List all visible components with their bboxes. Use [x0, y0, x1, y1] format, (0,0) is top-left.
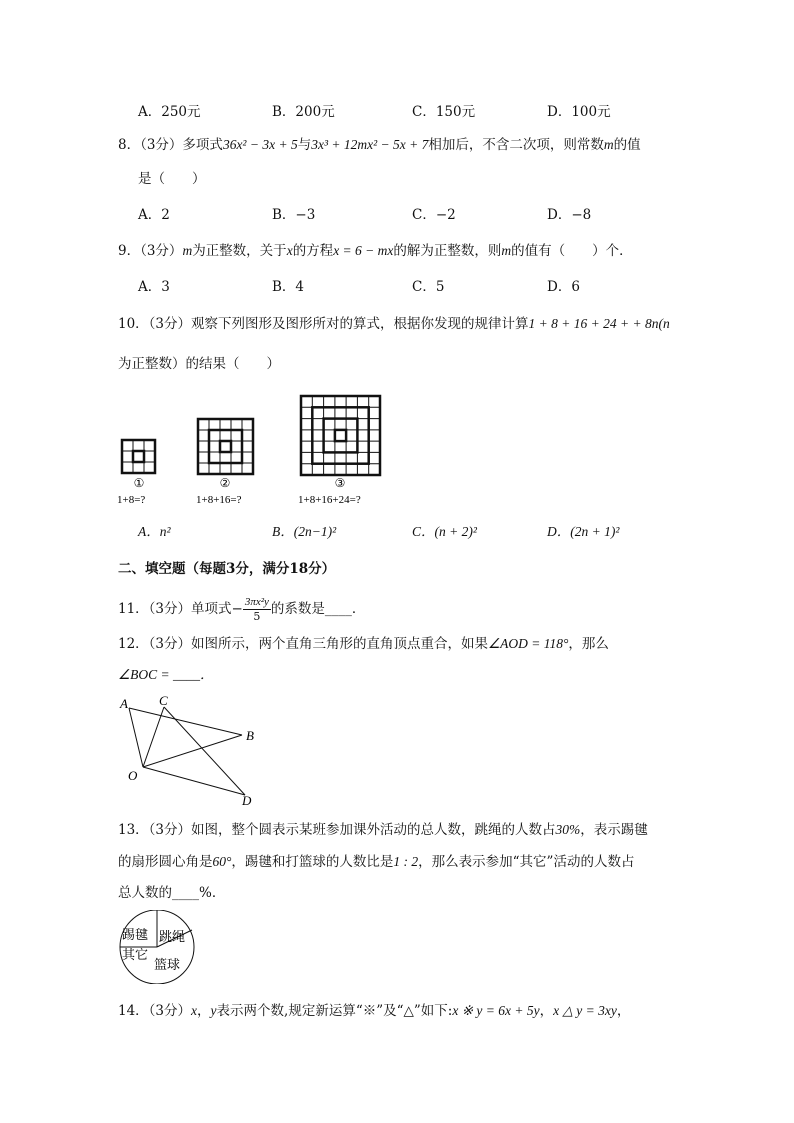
- q9-stem: 9．（3分）m为正整数，关于x的方程x = 6 − mx的解为正整数，则m的值有（ ）个．: [118, 243, 633, 259]
- q13-pie-figure: [117, 910, 199, 984]
- q14-stem: 14．（3分）x，y表示两个数,规定新运算“※”及“△”如下:x ※ y = 6x + 5y，x △ y = 3xy，: [118, 1003, 631, 1019]
- q10-option-c: C．(n + 2)²: [412, 524, 477, 539]
- q11-fraction: $\frac{\text{3πx²y}}{5}$: [244, 596, 269, 623]
- pie-label-tiaosheng: 跳绳: [159, 930, 186, 945]
- q12-stem-cont: ∠BOC = ____．: [118, 667, 214, 682]
- pie-label-tijian: 踢毽: [122, 928, 149, 943]
- q8-option-c: C．−2: [412, 207, 456, 223]
- point-d-label: D: [242, 793, 252, 808]
- q12-angle-figure: [114, 690, 274, 808]
- q10-figure-3-formula: 1+8+16+24=?: [298, 494, 361, 506]
- section-2-title: 二、填空题（每题3分，满分18分）: [118, 561, 336, 577]
- q10-figure-3: [301, 396, 380, 475]
- q7-option-b: B．200元: [272, 104, 335, 120]
- q9-option-c: C．5: [412, 279, 445, 295]
- point-c-label: C: [159, 693, 168, 708]
- q10-option-d: D．(2n + 1)²: [547, 524, 620, 539]
- q13-stem-line2: 的扇形圆心角是60°，踢毽和打篮球的人数比是1 : 2，那么表示参加“其它”活动的人数占: [118, 854, 635, 870]
- q10-stem-cont: 为正整数）的结果（ ）: [118, 356, 280, 372]
- q13-stem-line1: 13．（3分）如图，整个圆表示某班参加课外活动的总人数，跳绳的人数占30%，表示踢毽: [118, 822, 648, 838]
- q8-stem: 8．（3分）多项式36x² − 3x + 5与3x³ + 12mx² − 5x + 7相加后，不含二次项，则常数m的值: [118, 137, 641, 153]
- q11-stem: 11．（3分）单项式− $\frac{\text{3πx²y}}{5}$ 的系数是____．: [118, 596, 366, 623]
- q10-figure-2-formula: 1+8+16=?: [196, 494, 242, 506]
- q10-figure-3-label: ③: [334, 476, 346, 490]
- q10-figure-2-label: ②: [219, 476, 231, 490]
- q8-option-b: B．−3: [272, 207, 316, 223]
- q9-option-d: D．6: [547, 279, 580, 295]
- q10-figure-1-label: ①: [133, 476, 145, 490]
- q8-option-d: D．−8: [547, 207, 592, 223]
- q7-option-a: A．250元: [138, 104, 201, 120]
- pie-label-lanqiu: 篮球: [154, 958, 181, 973]
- q12-stem: 12．（3分）如图所示，两个直角三角形的直角顶点重合，如果∠AOD = 118°，那么: [118, 636, 609, 652]
- q10-stem: 10．（3分）观察下列图形及图形所对的算式，根据你发现的规律计算1 + 8 + 16 + 24 + + 8n(n: [118, 316, 670, 332]
- q10-option-b: B．(2n−1)²: [272, 524, 337, 539]
- q7-option-d: D．100元: [547, 104, 611, 120]
- q10-figure-1-formula: 1+8=?: [117, 494, 146, 506]
- q8-option-a: A．2: [138, 207, 170, 223]
- q9-option-a: A．3: [138, 279, 170, 295]
- point-o-label: O: [128, 768, 138, 783]
- point-b-label: B: [246, 728, 254, 743]
- q9-option-b: B．4: [272, 279, 305, 295]
- q10-grid-figures: [114, 392, 404, 508]
- pie-label-qita: 其它: [122, 948, 149, 963]
- q10-figure-1: [122, 440, 155, 473]
- q10-option-a: A．n²: [138, 524, 171, 539]
- q8-stem-cont: 是（ ）: [138, 171, 206, 187]
- point-a-label: A: [120, 696, 128, 711]
- q7-option-c: C．150元: [412, 104, 476, 120]
- q13-stem-line3: 总人数的____%．: [118, 885, 226, 901]
- q10-figure-2: [198, 419, 253, 474]
